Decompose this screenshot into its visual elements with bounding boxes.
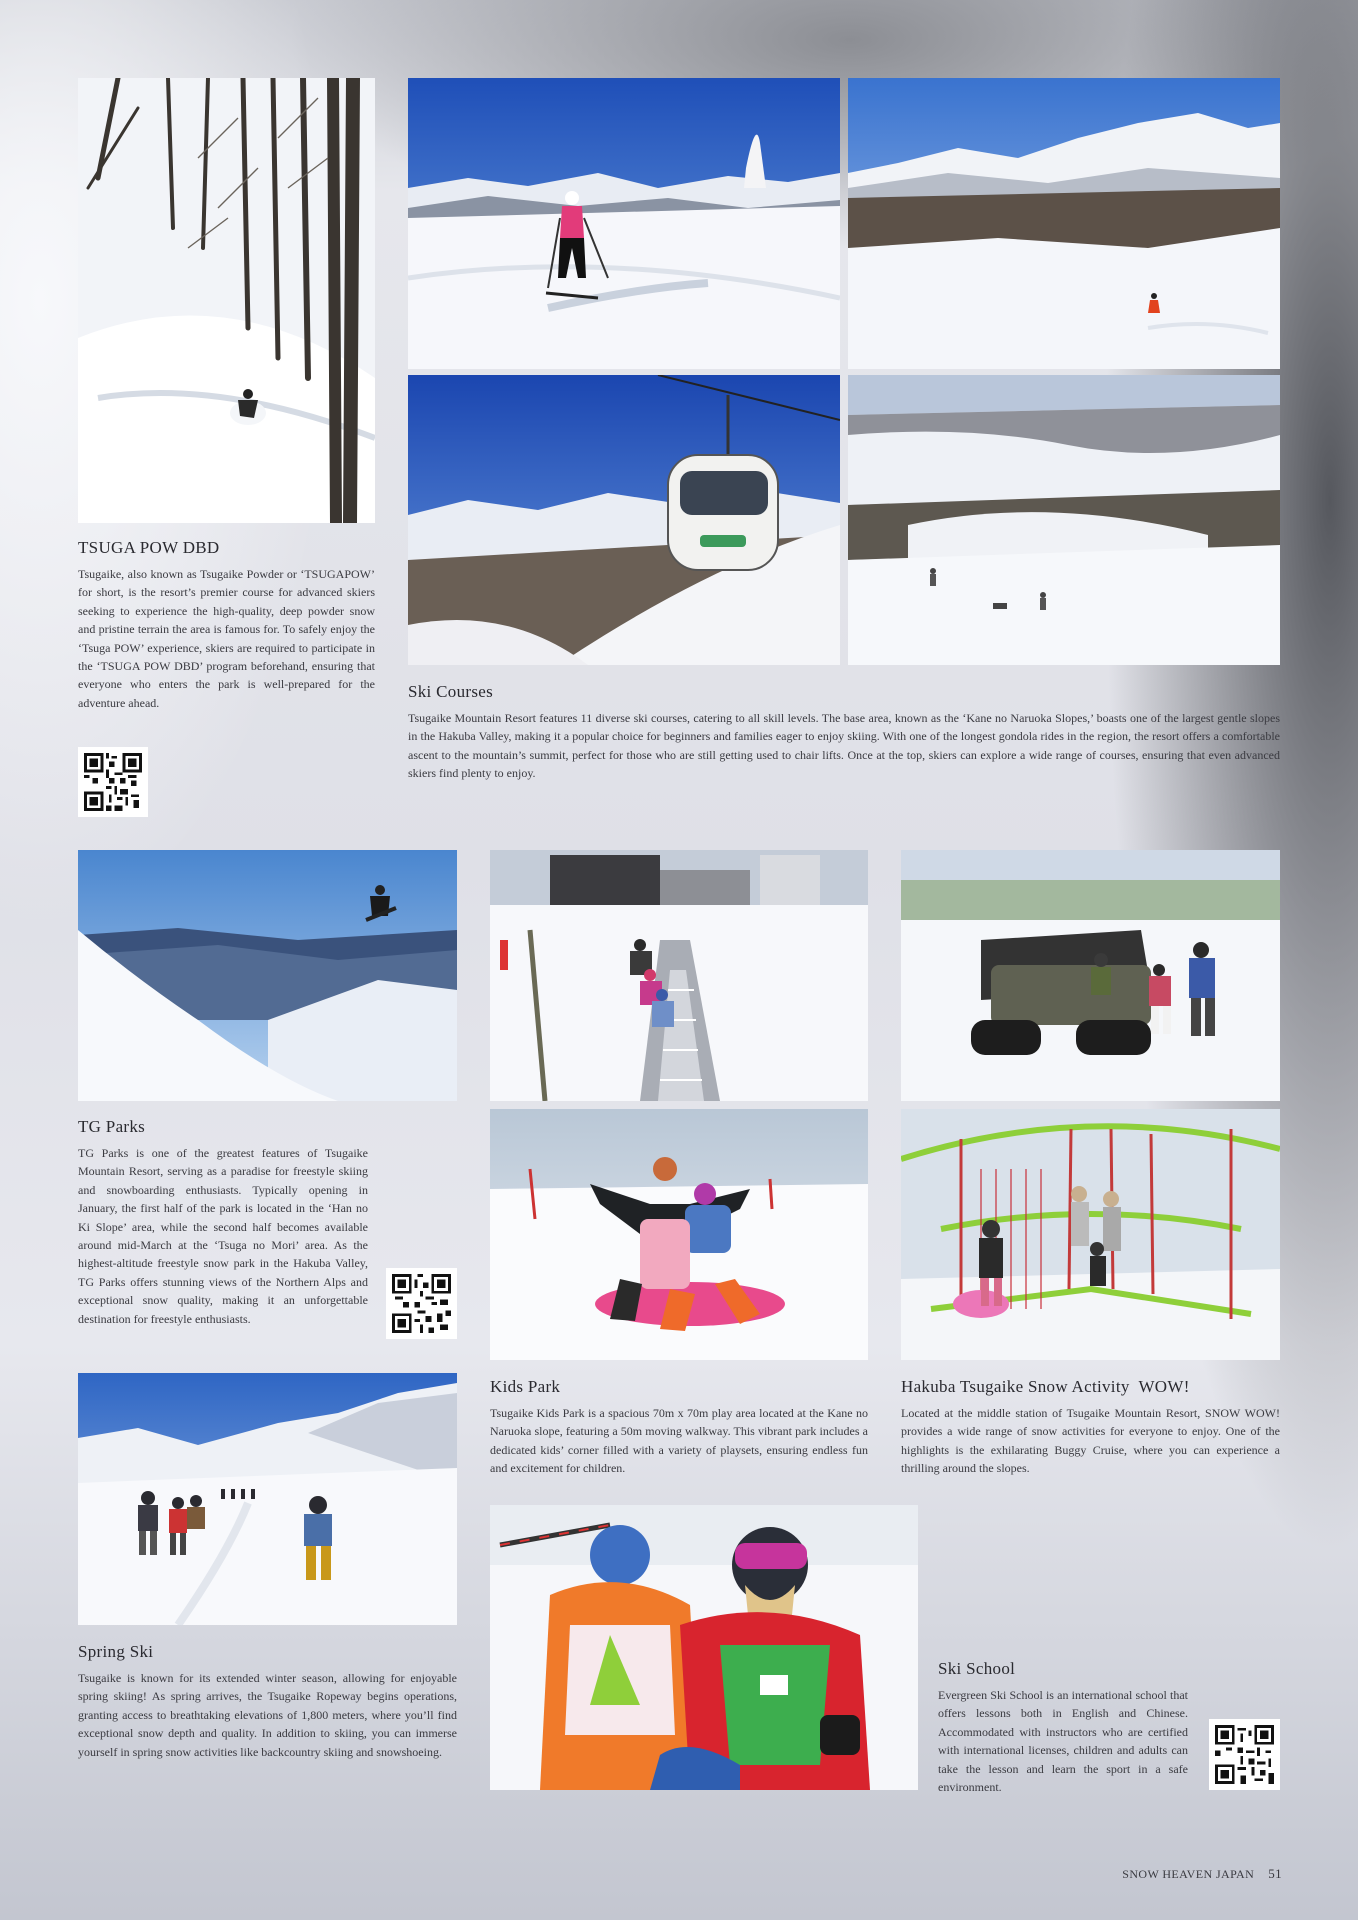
kids-park-text: Tsugaike Kids Park is a spacious 70m x 70m play area located at the Kane no Naruoka slope, featuring a 50m moving walkway. This vibrant park includes a dedicated kids’ corner filled with a variety of playsets, ensuring endless fun and excitement for children. — [490, 1406, 868, 1476]
tg-parks-qr-code[interactable] — [386, 1268, 457, 1339]
magazine-name: SNOW HEAVEN JAPAN — [1122, 1867, 1255, 1881]
buggy-cruise-photo — [901, 850, 1280, 1101]
kids-park-title: Kids Park — [490, 1377, 561, 1396]
tsuga-pow-qr-code[interactable] — [78, 747, 148, 817]
ski-school-title: Ski School — [938, 1659, 1016, 1678]
snow-wow-text: Located at the middle station of Tsugaike Mountain Resort, SNOW WOW! provides a wide range of snow activities for everyone to enjoy. One of the highlights is the exhilarating Buggy Cruise, where you can experience a thrilling around the slopes. — [901, 1406, 1280, 1476]
page-number: 51 — [1268, 1866, 1282, 1881]
kids-playset-photo — [901, 1109, 1280, 1360]
tsuga-pow-text: Tsugaike, also known as Tsugaike Powder or ‘TSUGAPOW’ for short, is the resort’s premier course for advanced skiers seeking to experience the high-quality, deep powder snow and pristine terrain the area is famous for. To safely enjoy the ‘Tsuga POW’ experience, skiers are required to participate in the ‘TSUGA POW DBD’ program beforehand, ensuring that everyone who enters the park is well-prepared for the adventure ahead. — [78, 567, 375, 710]
snowshoe-hikers-photo — [78, 1373, 457, 1625]
snow-wow-title: Hakuba Tsugaike Snow Activity WOW! — [901, 1377, 1190, 1396]
spring-ski-title: Spring Ski — [78, 1642, 154, 1661]
snowboarder-in-birch-forest-photo — [78, 78, 375, 523]
ski-school-qr-code[interactable] — [1209, 1719, 1280, 1790]
tg-parks-title: TG Parks — [78, 1117, 146, 1136]
park-jump-photo — [78, 850, 457, 1101]
page-footer — [1122, 1866, 1282, 1882]
gondola-cabin-photo — [408, 375, 840, 665]
mountain-panorama-skier-photo — [848, 78, 1280, 369]
spring-ski-text: Tsugaike is known for its extended winter season, allowing for enjoyable spring skiing! As spring arrives, the Tsugaike Ropeway begins operations, granting access to breathtaking elevations of 1,800 meters, where you’ll find exceptional snow depth and quality. In addition to skiing, you can immerse yourself in spring snow activities like backcountry skiing and snowshoeing. — [78, 1671, 457, 1759]
tsuga-pow-title: TSUGA POW DBD — [78, 538, 220, 557]
ski-school-text: Evergreen Ski School is an international school that offers lessons both in English and Chinese. Accommodated with instructors who are certified with international licenses, children and adults can take the lesson and learn the sport in a safe environment. — [938, 1688, 1188, 1795]
kids-moving-walkway-photo — [490, 850, 868, 1101]
ski-school-kids-photo — [490, 1505, 918, 1790]
ski-courses-title: Ski Courses — [408, 682, 494, 701]
valley-view-slope-photo — [848, 375, 1280, 665]
skier-pink-jacket-photo — [408, 78, 840, 369]
tg-parks-text: TG Parks is one of the greatest features of Tsugaike Mountain Resort, serving as a paradise for freestyle skiing and snowboarding enthusiasts. Typically opening in January, the first half of the park is located in the ‘Han no Ki Slope’ area, while the second half becomes available around mid-March at the ‘Tsuga no Mori’ area. As the highest-altitude freestyle snow park in the Hakuba Valley, TG Parks offers stunning views of the Northern Alps and exceptional snow quality, making it an unforgettable destination for freestyle enthusiasts. — [78, 1146, 368, 1326]
kids-sledding-photo — [490, 1109, 868, 1360]
ski-courses-text: Tsugaike Mountain Resort features 11 diverse ski courses, catering to all skill levels. The base area, known as the ‘Kane no Naruoka Slopes,’ boasts one of the largest gentle slopes in the Hakuba Valley, making it a popular choice for beginners and families eager to enjoy skiing. With one of the longest gondola rides in the region, the resort offers a comfortable ascent to the mountain’s summit, perfect for those who are still getting used to chair lifts. Once at the top, skiers can explore a wide range of courses, ensuring that even advanced skiers find plenty to enjoy. — [408, 711, 1280, 781]
